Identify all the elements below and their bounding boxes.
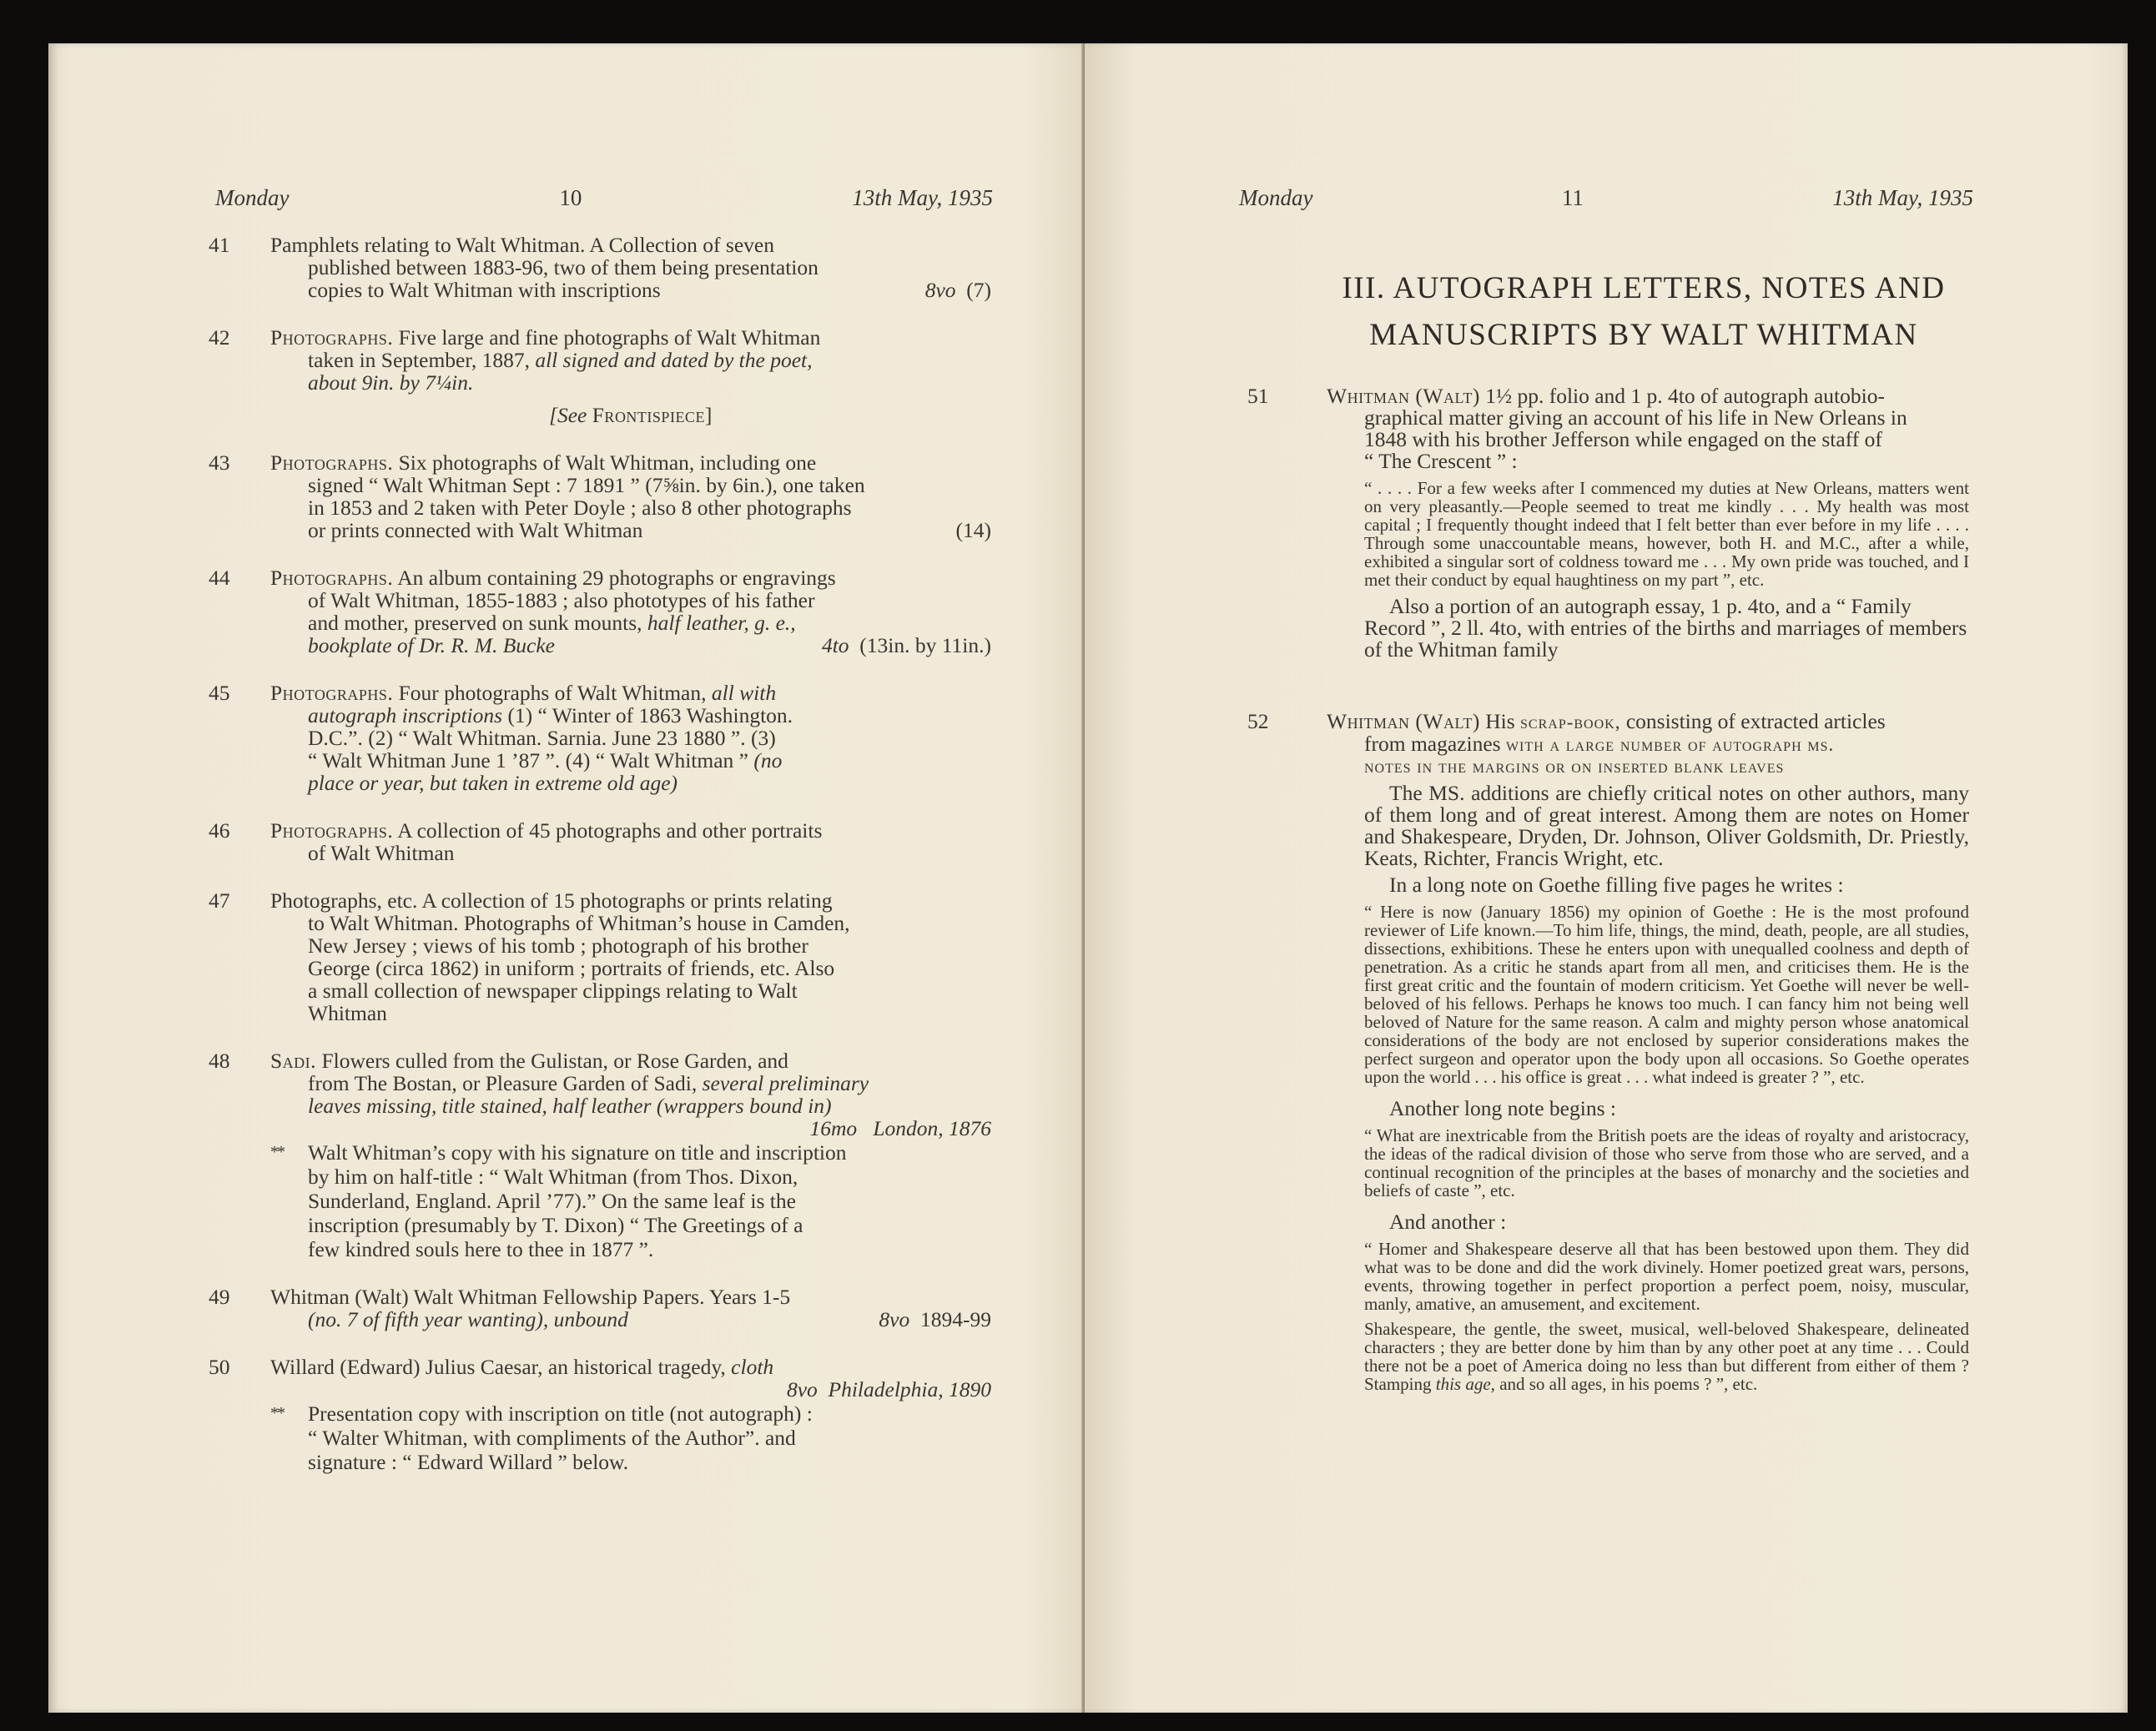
quotation-text: and so all ages, in his poems ? ”, etc. (1499, 1374, 1758, 1394)
lot-text: or prints connected with Walt Whitman (308, 518, 643, 542)
lot-text: of Walt Whitman (308, 841, 455, 865)
lot-count: (13in. by 11in.) (859, 633, 991, 657)
asterism-icon: ** (270, 1143, 284, 1161)
lot-52 (1247, 709, 1969, 1394)
lot-text: George (circa 1862) in uniform ; portraits of friends, etc. Also (308, 956, 835, 980)
lot-paragraph: Also a portion of an autograph essay, 1 p. 4to, and a “ Family Record ”, 2 ll. 4to, with entries of the births and marriages of members of the Whitman family (1364, 594, 1967, 662)
lot-number: 46 (209, 818, 230, 843)
note-text: Presentation copy with inscription on title (not autograph) : (308, 1401, 813, 1426)
lot-text: An album containing 29 photographs or engravings (397, 566, 836, 590)
lot-text: Whitman (308, 1001, 387, 1025)
lot-lead: Sadi. (270, 1049, 317, 1073)
lot-text: 1848 with his brother Jefferson while engaged on the staff of (1364, 427, 1882, 451)
lot-imprint: Philadelphia, 1890 (828, 1377, 991, 1401)
lot-number: 44 (209, 566, 230, 590)
lot-text-italic: all with (711, 681, 777, 705)
note-text: “ Walter Whitman, with compliments of the Author”. and (308, 1426, 796, 1450)
lot-text-italic: cloth (731, 1355, 774, 1379)
quotation: “ . . . . For a few weeks after I commenced my duties at New Orleans, matters went on very pleasantly.—People seemed to treat me kindly . . . My health was most capital ; I frequently thought indeed that I felt better than ever before in my life . . . . Through some unaccountable means, however, both H. and M.C., after a while, exhibited a singular sort of coldness toward me . . . My own pride was touched, and I met their conduct by equal haughtiness on my part ”, etc. (1364, 478, 1969, 590)
lot-text-italic: autograph inscriptions (308, 703, 503, 727)
lot-lead: Whitman (Walt) (1327, 709, 1480, 733)
lot-48 (209, 1049, 991, 1261)
lot-paragraph: Another long note begins : (1389, 1096, 1616, 1120)
note-text: Walt Whitman’s copy with his signature on title and inscription (308, 1140, 847, 1165)
lot-43 (209, 450, 991, 542)
lot-paragraph: And another : (1389, 1210, 1507, 1234)
lot-text-smallcaps: scrap-book, (1520, 712, 1621, 732)
lot-count: (7) (966, 278, 991, 302)
lot-text: His (1485, 709, 1515, 733)
lot-text: from magazines (1364, 732, 1501, 756)
lot-41 (209, 233, 991, 302)
lot-text-italic: place or year, but taken in extreme old age) (308, 771, 678, 795)
lot-text-italic: about 9in. by 7¼in. (308, 370, 474, 395)
lot-text: 1½ pp. folio and 1 p. 4to of autograph autobio- (1485, 384, 1885, 408)
lot-format: 8vo (924, 278, 956, 302)
lot-number: 43 (209, 450, 230, 475)
lot-paragraph: In a long note on Goethe filling five pages he writes : (1389, 873, 1844, 897)
right-header-day: Monday (1239, 185, 1313, 210)
lot-46 (209, 818, 991, 865)
left-page (48, 43, 1085, 1713)
lot-text-smallcaps: notes in the margins or on inserted blank leaves (1364, 756, 1785, 777)
section-title-line: MANUSCRIPTS BY WALT WHITMAN (1369, 318, 1918, 352)
lot-text: published between 1883-96, two of them being presentation (308, 255, 819, 279)
right-lot-list (1247, 384, 1969, 1418)
lot-text-italic: all signed and dated by the poet, (535, 348, 813, 372)
lot-text: Pamphlets relating to Walt Whitman. A Collection of seven (270, 233, 774, 257)
lot-text-italic: several preliminary (702, 1071, 869, 1095)
lot-format: 8vo (879, 1307, 910, 1331)
see-frontispiece (270, 404, 991, 426)
lot-text: “ Walt Whitman June 1 ’87 ”. (4) “ Walt Whitman ” (308, 748, 748, 772)
lot-text: from The Bostan, or Pleasure Garden of Sadi, (308, 1071, 698, 1095)
lot-text: Six photographs of Walt Whitman, including one (398, 450, 817, 475)
lot-text-smallcaps: with a large number of autograph ms. (1505, 734, 1835, 755)
lot-text-italic: half leather, g. e., (647, 611, 796, 635)
lot-text: Four photographs of Walt Whitman, (398, 681, 707, 705)
left-running-header (215, 185, 993, 211)
note-text: signature : “ Edward Willard ” below. (308, 1450, 629, 1474)
lot-paragraph: The MS. additions are chiefly critical notes on other authors, many of them long and of great interest. Among them are notes on Homer and Shakespeare, Dryden, Dr. Johnson, Oliver Goldsmith, Dr. Priestly, Keats, Richter, Francis Wright, etc. (1364, 781, 1969, 870)
lot-text: taken in September, 1887, (308, 348, 530, 372)
lot-text: Five large and fine photographs of Walt Whitman (398, 325, 821, 350)
see-target: Frontispiece] (592, 403, 713, 427)
lot-text: graphical matter giving an account of his life in New Orleans in (1364, 405, 1907, 430)
quotation-text: Shakespeare, the gentle, the sweet, musical, well-beloved Shakespeare, delineated characters ; they are better done by him than by any other poet at any time . . . Could there not be a poet of America doing no less than but different from either of them ? Stamping (1364, 1319, 1969, 1394)
lot-text: to Walt Whitman. Photographs of Whitman’s house in Camden, (308, 911, 850, 935)
note-text: by him on half-title : “ Walt Whitman (from Thos. Dixon, (308, 1165, 798, 1189)
lot-47 (209, 888, 991, 1025)
lot-text: a small collection of newspaper clippings relating to Walt (308, 979, 798, 1003)
lot-50 (209, 1355, 991, 1474)
lot-lead: Photographs. (270, 681, 394, 705)
lot-text: copies to Walt Whitman with inscriptions (308, 278, 661, 302)
lot-text: Flowers culled from the Gulistan, or Rose Garden, and (321, 1049, 788, 1073)
lot-number: 41 (209, 233, 230, 257)
left-lot-list (209, 233, 991, 1498)
lot-lead: Photographs. (270, 818, 394, 843)
lot-count: 1894-99 (920, 1307, 991, 1331)
lot-lead: Whitman (Walt) (1327, 384, 1480, 408)
lot-text: in 1853 and 2 taken with Peter Doyle ; also 8 other photographs (308, 496, 852, 520)
left-header-day: Monday (215, 185, 290, 210)
lot-51 (1247, 384, 1969, 662)
quotation: “ Here is now (January 1856) my opinion of Goethe : He is the most profound reviewer of Life known.—To him life, things, the mind, death, people, are all studies, dissections, exhibitions. These he enters upon with unequalled coolness and depth of penetration. As a critic he stands apart from all men, and criticises them. He is the first great critic and the fountain of modern criticism. Yet Goethe will never be well-beloved of his fellows. Perhaps he knows too much. I can fancy him not being well beloved of Nature for the same reason. A calm and mighty person whose anatomical considerations of the body are not enclosed by superior considerations makes the perfect surgeon and operator upon the body upon all occasions. So Goethe operates upon the world . . . his office is great . . . what indeed is greater ? ”, etc. (1364, 902, 1969, 1087)
lot-text: Whitman (Walt) Walt Whitman Fellowship Papers. Years 1-5 (270, 1285, 791, 1309)
lot-line (270, 279, 991, 301)
note-text: Sunderland, England. April ’77).” On the same leaf is the (308, 1189, 796, 1213)
lot-number: 47 (209, 888, 230, 913)
lot-format: 16mo (809, 1116, 858, 1140)
lot-number: 48 (209, 1049, 230, 1073)
note-text: few kindred souls here to thee in 1877 ”. (308, 1237, 654, 1261)
lot-count: (14) (955, 518, 991, 542)
lot-49 (209, 1285, 991, 1331)
right-page-number: 11 (1561, 185, 1584, 210)
lot-text: (1) “ Winter of 1863 Washington. (507, 703, 793, 727)
lot-number: 45 (209, 681, 230, 705)
lot-text-italic: (no. 7 of fifth year wanting), unbound (308, 1307, 628, 1331)
lot-text: A collection of 45 photographs and other portraits (397, 818, 823, 843)
section-title-line: III. AUTOGRAPH LETTERS, NOTES AND (1342, 271, 1946, 305)
lot-text: signed “ Walt Whitman Sept : 7 1891 ” (7⅝in. by 6in.), one taken (308, 473, 865, 497)
right-running-header (1239, 185, 1973, 211)
lot-text: and mother, preserved on sunk mounts, (308, 611, 642, 635)
lot-lead: Photographs. (270, 566, 394, 590)
lot-number: 49 (209, 1285, 230, 1309)
lot-45 (209, 681, 991, 795)
lot-text: D.C.”. (2) “ Walt Whitman. Sarnia. June 23 1880 ”. (3) (308, 726, 776, 750)
lot-lead: Photographs. (270, 325, 394, 350)
lot-lead: Photographs. (270, 450, 394, 475)
left-page-number: 10 (559, 185, 582, 210)
lot-text: of Walt Whitman, 1855-1883 ; also phototypes of his father (308, 588, 815, 612)
asterism-icon: ** (270, 1404, 284, 1422)
lot-note (270, 1141, 991, 1164)
quotation: “ Homer and Shakespeare deserve all that has been bestowed upon them. They did what was to be done and did the work divinely. Homer poetized great wars, persons, events, throwing together in perfect proportion a perfect poem, noisy, muscular, manly, amative, an amusement, and excitement. (1364, 1239, 1969, 1314)
lot-text-italic: bookplate of Dr. R. M. Bucke (308, 633, 556, 657)
see-label: [See (549, 403, 587, 427)
lot-42 (209, 325, 991, 427)
lot-text: “ The Crescent ” : (1364, 449, 1518, 473)
lot-text: Willard (Edward) Julius Caesar, an historical tragedy, (270, 1355, 726, 1379)
note-text: inscription (presumably by T. Dixon) “ The Greetings of a (308, 1213, 803, 1237)
quotation-italic: this age, (1435, 1374, 1495, 1394)
section-title (1272, 265, 2015, 359)
lot-text: consisting of extracted articles (1625, 709, 1886, 733)
lot-number: 50 (209, 1355, 230, 1379)
lot-text-italic: leaves missing, title stained, half leather (wrappers bound in) (308, 1094, 832, 1118)
lot-number: 52 (1247, 709, 1269, 733)
left-header-date: 13th May, 1935 (852, 185, 993, 210)
quotation: “ What are inextricable from the British poets are the ideas of royalty and aristocracy, the ideas of the radical division of those who serve from those who are served, and a continual recognition of the principles at the bases of monarchy and the societies and beliefs of caste ”, etc. (1364, 1125, 1969, 1200)
lot-44 (209, 566, 991, 657)
lot-text: New Jersey ; views of his tomb ; photograph of his brother (308, 933, 808, 958)
lot-imprint: London, 1876 (873, 1116, 991, 1140)
lot-number: 51 (1247, 384, 1269, 408)
lot-text: Photographs, etc. A collection of 15 photographs or prints relating (270, 888, 833, 913)
lot-text-italic: (no (753, 748, 783, 772)
lot-number: 42 (209, 325, 230, 350)
lot-format: 4to (821, 633, 849, 657)
lot-format: 8vo (786, 1377, 818, 1401)
right-header-date: 13th May, 1935 (1832, 185, 1973, 210)
